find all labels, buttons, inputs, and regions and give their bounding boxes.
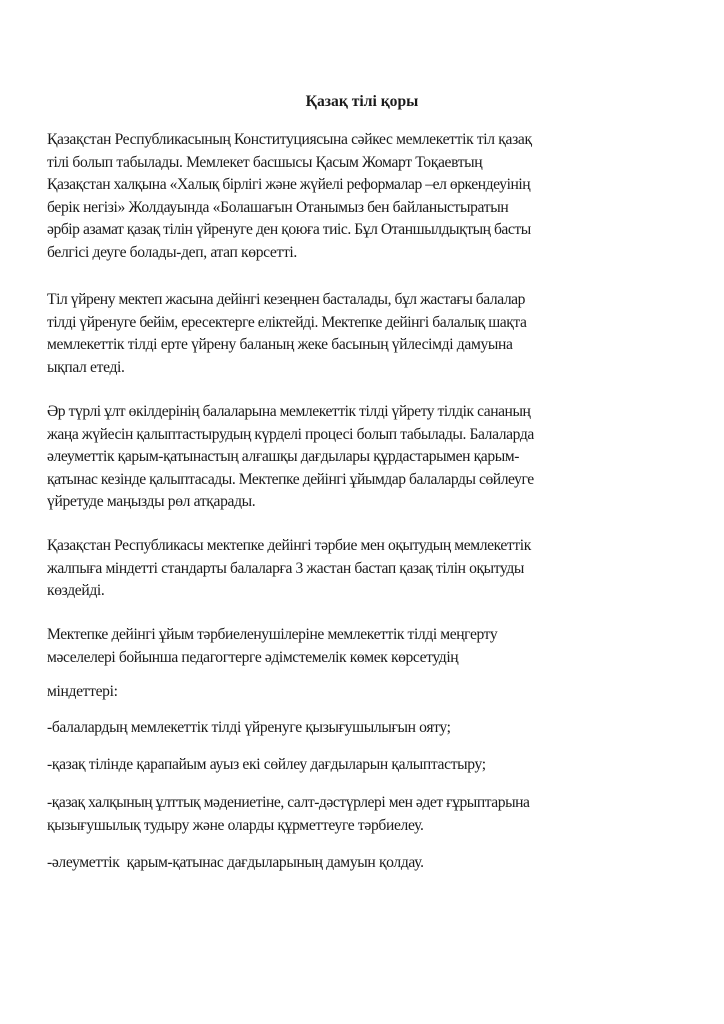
text-line: Мектепке дейінгі ұйым тәрбиеленушілеріне мемлекеттік тілді меңгерту <box>47 626 498 643</box>
text-line: белгісі деуге болады-деп, атап көрсетті. <box>47 243 297 261</box>
list-item-communication <box>47 852 607 875</box>
paragraph-language-learning <box>47 289 607 379</box>
text-line: әлеуметтік қарым-қатынастың алғашқы дағдылары құрдастарымен қарым- <box>47 448 520 465</box>
text-line: жалпыға міндетті стандарты балаларға 3 жастан бастап қазақ тілін оқытуды <box>47 559 524 577</box>
text-line: міндеттері: <box>47 683 118 700</box>
paragraph-nationalities <box>47 401 607 514</box>
paragraph-standard <box>47 535 607 603</box>
text-line: Қазақстан халқына «Халық бірлігі және жүйелі реформалар –ел өркендеуінің <box>47 176 531 193</box>
text-line: -балалардың мемлекеттік тілді үйренуге қызығушылығын ояту; <box>47 719 451 736</box>
text-line: Қазақстан Республикасының Конституциясына сәйкес мемлекеттік тіл қазақ <box>47 131 532 148</box>
text-line: қатынас кезінде қалыптасады. Мектепке дейінгі ұйымдар балаларды сөйлеуге <box>47 470 534 488</box>
list-item-interest <box>47 717 607 740</box>
text-line: тілі болып табылады. Мемлекет басшысы Қасым Жомарт Тоқаевтың <box>47 153 483 171</box>
text-line: -қазақ халқының ұлттық мәдениетіне, салт-дәстүрлері мен әдет ғұрыптарына <box>47 794 530 811</box>
text-line: -қазақ тілінде қарапайым ауыз екі сөйлеу дағдыларын қалыптастыру; <box>47 756 486 773</box>
document-title: Қазақ тілі қоры <box>305 93 419 110</box>
text-line: -әлеуметтік қарым-қатынас дағдыларының дамуын қолдау. <box>47 854 424 871</box>
text-line: мәселелері бойынша педагогтерге әдімстемелік көмек көрсетудің <box>47 648 459 666</box>
paragraph-methodological-help <box>47 624 607 669</box>
paragraph-tasks-heading <box>47 681 607 704</box>
text-line: ықпал етеді. <box>47 358 125 376</box>
text-line: қызығушылық тудыру және оларды құрметтеуге тәрбиелеу. <box>47 816 424 834</box>
text-line: үйретуде маңызды рөл атқарады. <box>47 493 256 510</box>
text-line: жаңа жүйесін қалыптастырудың күрделі процесі болып табылады. Балаларда <box>47 425 534 443</box>
text-line: тілді үйренуге бейім, ересектерге еліктейді. Мектепке дейінгі балалық шақта <box>47 313 527 331</box>
text-line: көздейді. <box>47 582 105 599</box>
text-line: берік негізі» Жолдауында «Болашағын Отанымыз бен байланыстыратын <box>47 198 509 216</box>
list-item-culture <box>47 792 607 837</box>
text-line: Тіл үйрену мектеп жасына дейінгі кезеңнен басталады, бұл жастағы балалар <box>47 291 525 308</box>
paragraph-constitution <box>47 129 607 264</box>
text-line: Әр түрлі ұлт өкілдерінің балаларына мемлекеттік тілді үйрету тілдік сананың <box>47 403 531 420</box>
text-line: мемлекеттік тілді ерте үйрену баланың жеке басының үйлесімді дамуына <box>47 336 513 353</box>
text-line: әрбір азамат қазақ тілін үйренуге ден қоюға тиіс. Бұл Отаншылдықтың басты <box>47 221 531 238</box>
list-item-speaking-skills <box>47 754 607 777</box>
text-line: Қазақстан Республикасы мектепке дейінгі тәрбие мен оқытудың мемлекеттік <box>47 537 531 554</box>
